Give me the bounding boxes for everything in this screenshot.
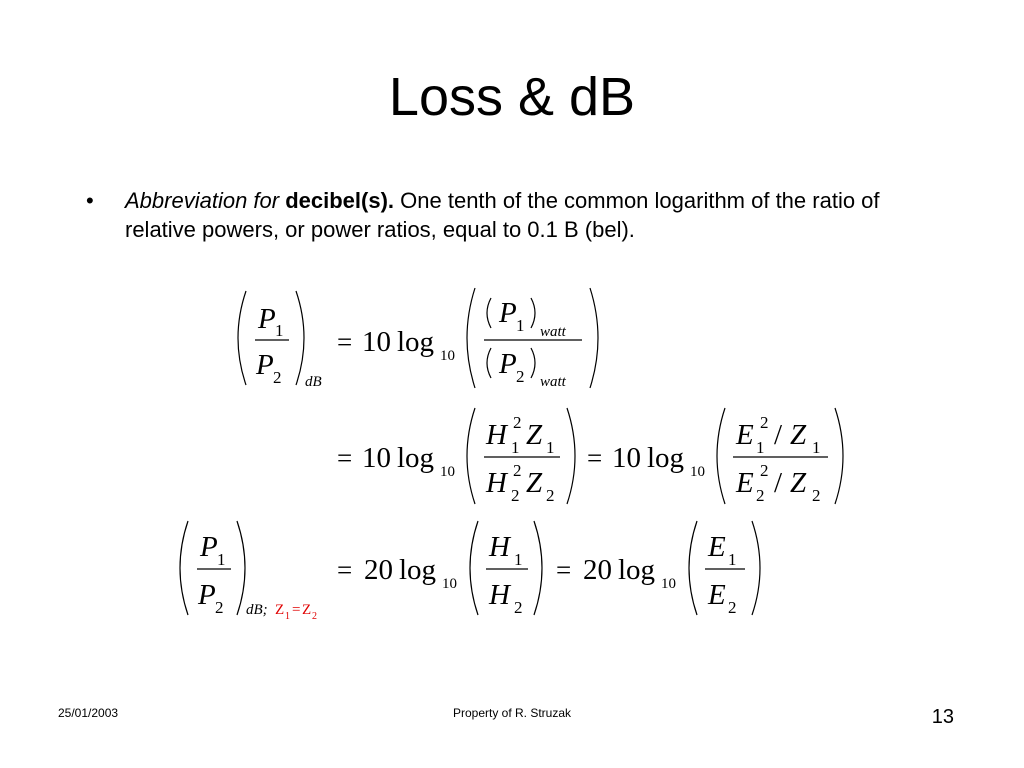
page-number: 13 <box>931 706 954 728</box>
sub-dB-semicolon: dB; <box>246 602 268 618</box>
sub-2: 2 <box>273 368 282 387</box>
bullet-lead-italic: Abbreviation for <box>125 188 280 213</box>
log-base-10: 10 <box>442 576 457 592</box>
cond-sub-1: 1 <box>285 611 290 622</box>
equals-sign: = <box>587 443 603 473</box>
sub-2: 2 <box>514 598 523 617</box>
sup-2: 2 <box>760 413 769 432</box>
equation-2 <box>337 408 843 505</box>
var-P: P <box>499 348 517 380</box>
slash: / <box>774 467 783 499</box>
var-E: E <box>708 531 726 563</box>
var-H: H <box>489 531 510 563</box>
paren-open <box>467 288 475 388</box>
log: log <box>397 326 435 358</box>
bullet-lead-bold: decibel(s). <box>285 188 395 213</box>
var-H: H <box>486 419 507 451</box>
var-Z: Z <box>790 419 807 451</box>
var-Z: Z <box>790 467 807 499</box>
log: log <box>397 442 435 474</box>
log-base-10: 10 <box>661 576 676 592</box>
sub-1: 1 <box>812 438 821 457</box>
coef-20: 20 <box>583 554 612 586</box>
paren-open <box>487 298 491 328</box>
sub-2: 2 <box>516 367 525 386</box>
paren-close <box>534 521 542 615</box>
var-P: P <box>198 579 216 611</box>
equals-sign: = <box>337 555 353 585</box>
sub-1: 1 <box>511 438 520 457</box>
coef-10: 10 <box>612 442 641 474</box>
sup-2: 2 <box>760 461 769 480</box>
paren-close <box>531 298 535 328</box>
bullet-marker: • <box>86 188 94 213</box>
var-Z: Z <box>526 419 543 451</box>
sub-1: 1 <box>514 550 523 569</box>
cond-Z: Z <box>275 602 285 618</box>
sub-2: 2 <box>511 486 520 505</box>
var-P: P <box>258 303 276 335</box>
var-P: P <box>200 531 218 563</box>
sub-watt: watt <box>540 374 566 390</box>
var-P: P <box>499 297 517 329</box>
coef-20: 20 <box>364 554 393 586</box>
sup-2: 2 <box>513 413 522 432</box>
sub-1: 1 <box>516 316 525 335</box>
paren-close <box>296 291 304 385</box>
sub-1: 1 <box>756 438 765 457</box>
sub-watt: watt <box>540 324 566 340</box>
paren-close <box>567 408 575 504</box>
paren-open <box>467 408 475 504</box>
sub-2: 2 <box>728 598 737 617</box>
sub-dB: dB <box>305 374 322 390</box>
paren-close <box>531 348 535 378</box>
paren-open <box>717 408 725 504</box>
equation-3 <box>180 521 760 622</box>
log-base-10: 10 <box>690 464 705 480</box>
equals-sign: = <box>337 327 353 357</box>
var-Z: Z <box>526 467 543 499</box>
equals-sign: = <box>556 555 572 585</box>
cond-equals: = <box>292 602 301 618</box>
sub-2: 2 <box>756 486 765 505</box>
paren-close <box>752 521 760 615</box>
var-P: P <box>256 349 274 381</box>
log: log <box>647 442 685 474</box>
footer-date: 25/01/2003 <box>58 706 119 720</box>
paren-close <box>237 521 245 615</box>
cond-sub-2: 2 <box>312 611 317 622</box>
condition-Z1-equals-Z2 <box>275 602 317 622</box>
var-E: E <box>736 467 754 499</box>
sup-2: 2 <box>513 461 522 480</box>
sub-1: 1 <box>275 321 284 340</box>
log: log <box>618 554 656 586</box>
var-H: H <box>489 579 510 611</box>
paren-open <box>487 348 491 378</box>
bullet-body: One tenth of the common logarithm of the ratio of relative powers, or power ratios, equal to 0.1 B (bel). <box>125 188 880 242</box>
equals-sign: = <box>337 443 353 473</box>
coef-10: 10 <box>362 442 391 474</box>
cond-Z: Z <box>302 602 312 618</box>
sub-2: 2 <box>812 486 821 505</box>
sub-2: 2 <box>215 598 224 617</box>
log-base-10: 10 <box>440 464 455 480</box>
slide-title: Loss & dB <box>388 67 636 127</box>
slash: / <box>774 419 783 451</box>
paren-open <box>180 521 188 615</box>
footer-owner: Property of R. Struzak <box>452 706 572 720</box>
sub-1: 1 <box>217 550 226 569</box>
sub-2: 2 <box>546 486 555 505</box>
paren-open <box>689 521 697 615</box>
equation-1 <box>238 288 598 390</box>
var-H: H <box>486 467 507 499</box>
paren-close <box>835 408 843 504</box>
coef-10: 10 <box>362 326 391 358</box>
var-E: E <box>736 419 754 451</box>
var-E: E <box>708 579 726 611</box>
log-base-10: 10 <box>440 348 455 364</box>
paren-close <box>590 288 598 388</box>
sub-1: 1 <box>546 438 555 457</box>
log: log <box>399 554 437 586</box>
sub-1: 1 <box>728 550 737 569</box>
paren-open <box>238 291 246 385</box>
paren-open <box>470 521 478 615</box>
